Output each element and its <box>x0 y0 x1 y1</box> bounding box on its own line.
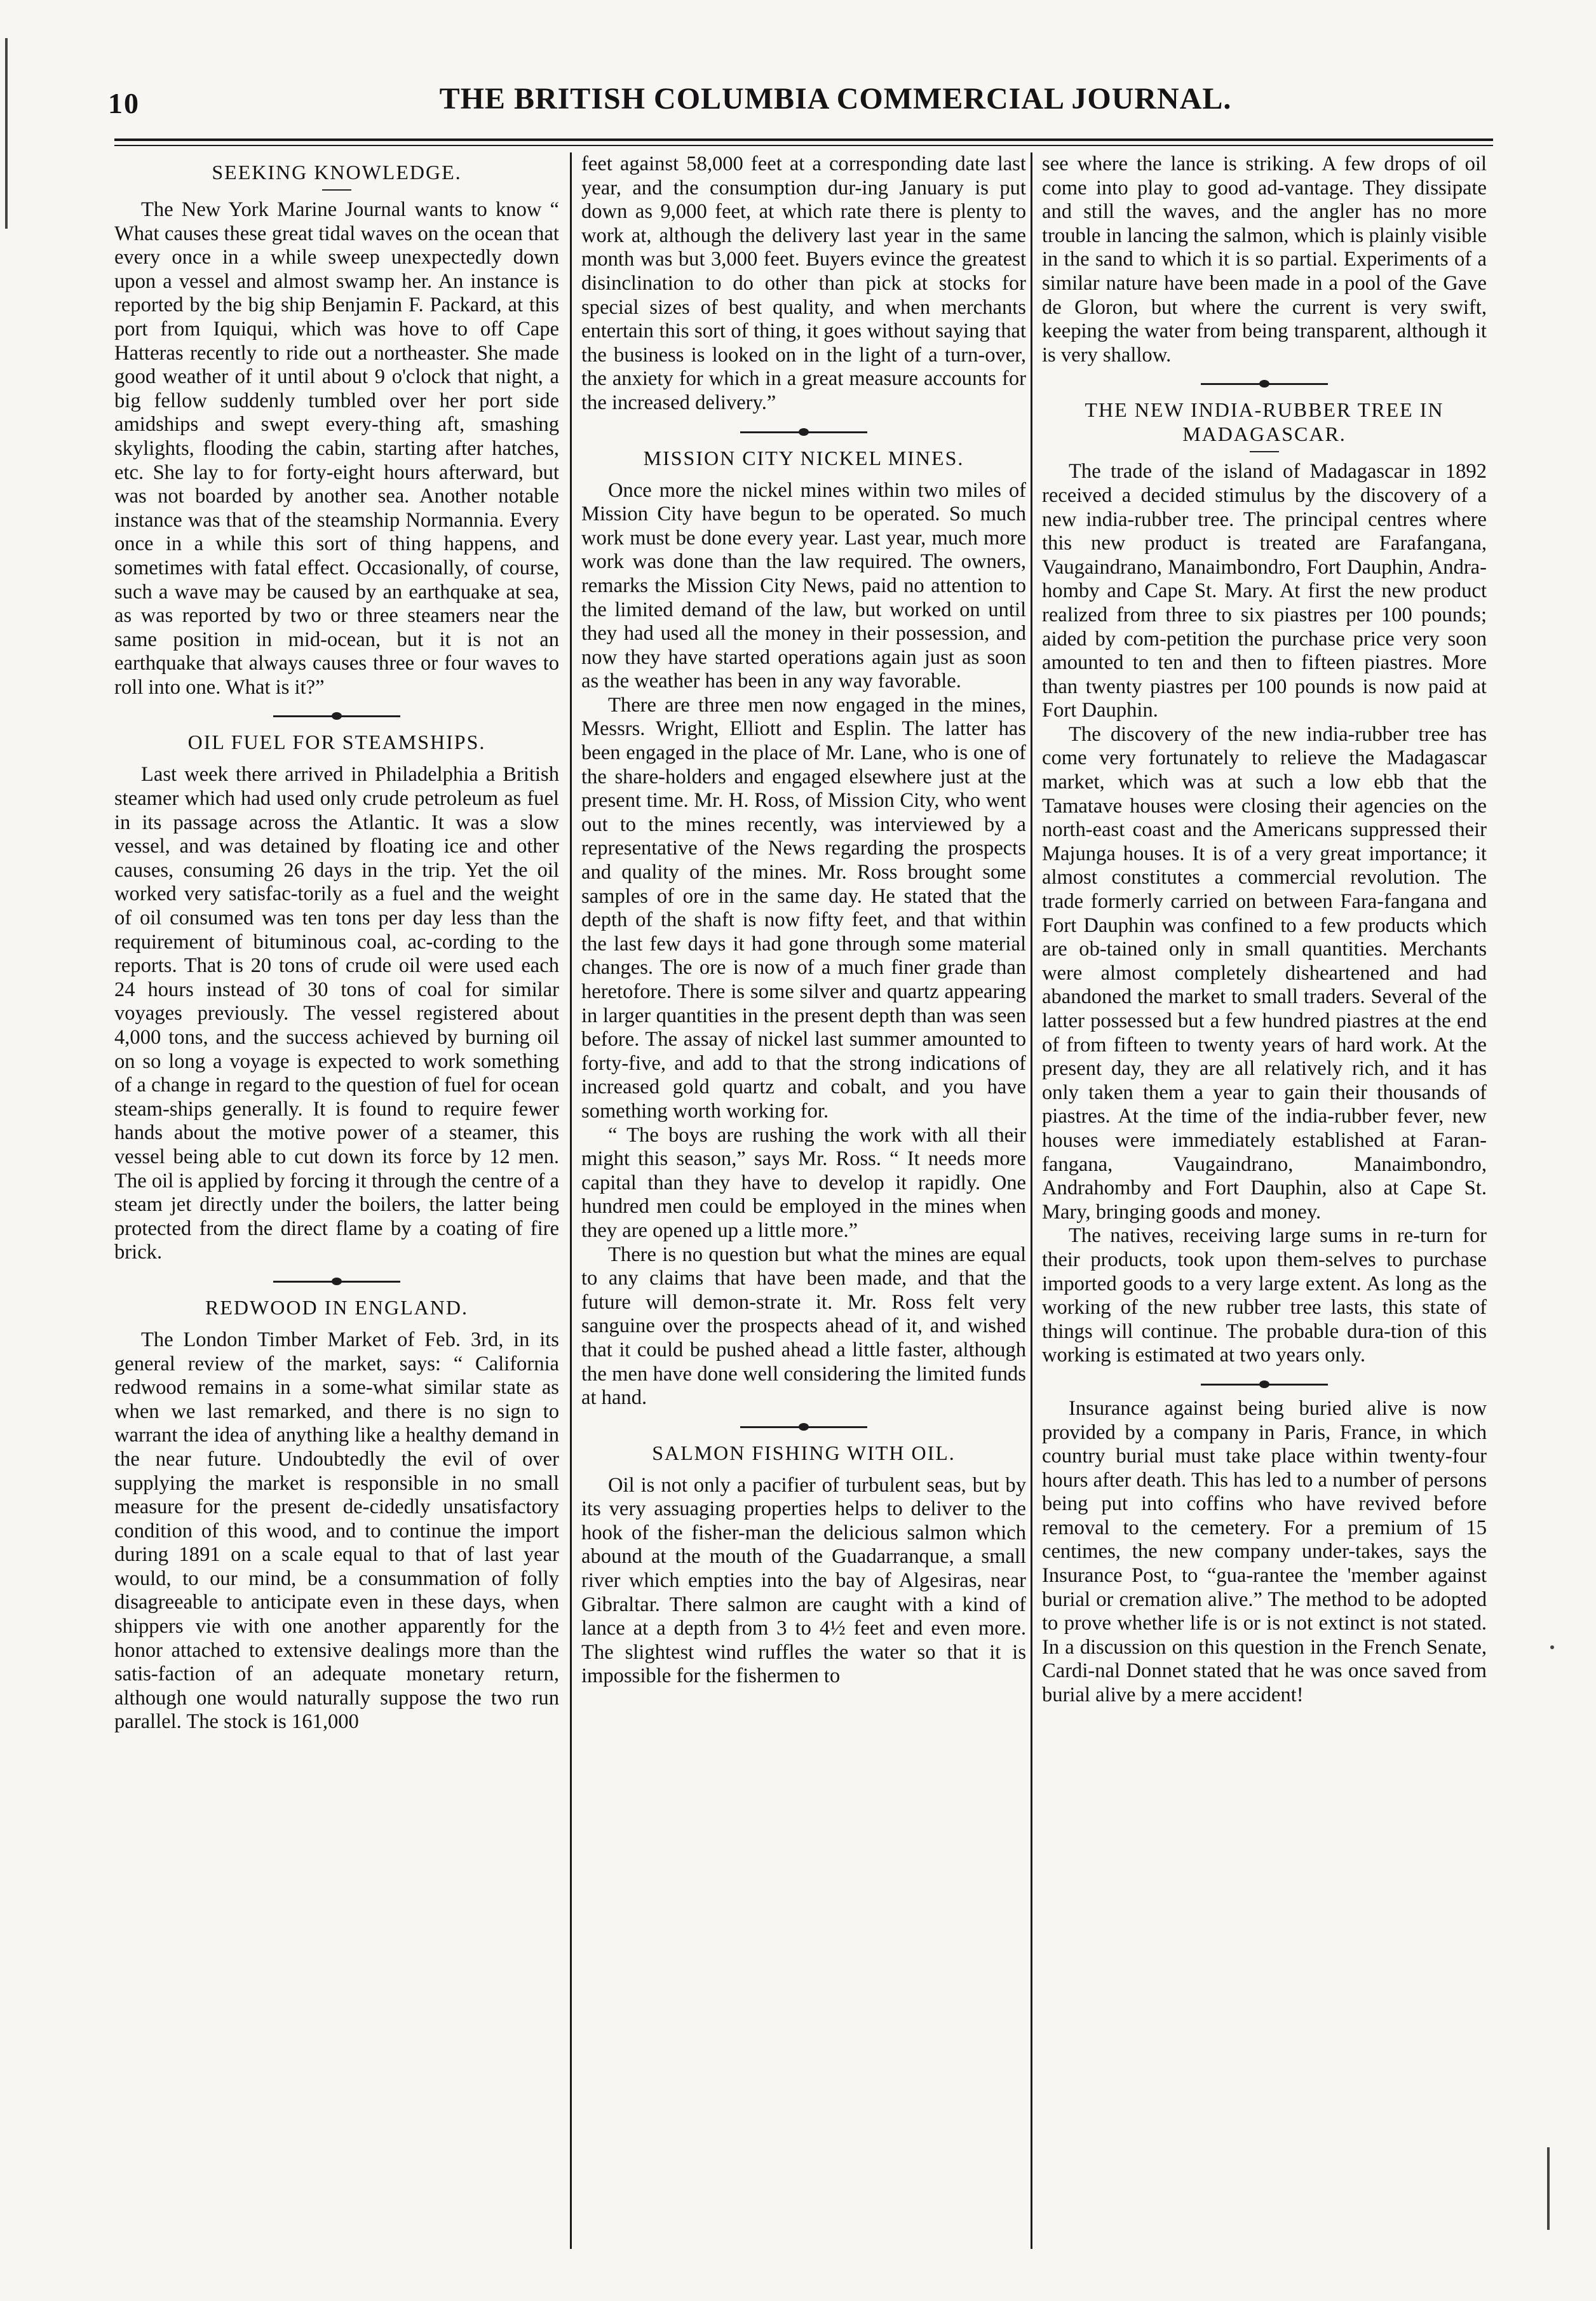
article-headline: REDWOOD IN ENGLAND. <box>205 1295 468 1319</box>
running-title: THE BRITISH COLUMBIA COMMERCIAL JOURNAL. <box>439 82 1232 116</box>
article-separator <box>1201 377 1328 390</box>
article-paragraph: There is no question but what the mines are equal to any claims that have been made, and that the future will demon-strate it. Mr. Ross felt very sanguine over the prospects ahead of it, and wished that it could be pushed ahead a little faster, although the men have done well considering the limited funds at hand. <box>581 1243 1026 1410</box>
headline-dash <box>1250 451 1279 452</box>
article-headline: OIL FUEL FOR STEAMSHIPS. <box>187 731 486 754</box>
article-paragraph: see where the lance is striking. A few drops of oil come into play to good ad-vantage. They dissipate and still the waves, and the angler has no more trouble in lancing the salmon, which is plainly visible in the sand to which it is so partial. Experiments of a similar nature have been made in a pool of the Gave de Gloron, but where the current is very swift, keeping the water from being transparent, although it is very shallow. <box>1042 152 1487 367</box>
article-separator <box>740 1420 867 1433</box>
header-rule-thin <box>114 145 1493 146</box>
article-headline: THE NEW INDIA-RUBBER TREE IN MADAGASCAR. <box>1085 398 1444 446</box>
article-paragraph: Once more the nickel mines within two miles of Mission City have begun to be operated. So much work must be done every year. Last year, much more work was done than the law required. The owners, remarks the Mission City News, paid no attention to the limited demand of the law, but worked on until they had used all the money in their possession, and now they have started operations again just as soon as the weather has been in any way favorable. <box>581 478 1026 693</box>
article-paragraph: There are three men now engaged in the mines, Messrs. Wright, Elliott and Esplin. The latter has been engaged in the place of Mr. Lane, who is one of the share-holders and engaged elsewhere just at the present time. Mr. H. Ross, of Mission City, who went out to the mines recently, was interviewed by a representative of the News regarding the prospects and quality of the mines. Mr. Ross brought some samples of ore in the same day. He stated that the depth of the shaft is now fifty feet, and that within the last few days it had gone through some material changes. The ore is now of a much finer grade than heretofore. There is some silver and quartz appearing in larger quantities in the present depth than was seen before. The assay of nickel last summer amounted to forty-five, and add to that the strong indications of increased gold quartz and cobalt, and you have something worth working for. <box>581 693 1026 1123</box>
article-paragraph: The trade of the island of Madagascar in 1892 received a decided stimulus by the discovery of a new india-rubber tree. The principal centres where this new product is treated are Farafangana, Vaugaindrano, Manaimbondro, Fort Dauphin, Andra-homby and Cape St. Mary. At first the new product realized from three to six piastres per 100 pounds; aided by com-petition the purchase price very soon amounted to ten and then to fifteen piastres. More than twenty piastres per 100 pounds is now paid at Fort Dauphin. <box>1042 460 1487 722</box>
article-paragraph: Last week there arrived in Philadelphia a British steamer which had used only crude petroleum as fuel in its passage across the Atlantic. It was a slow vessel, and was detained by floating ice and other causes, consuming 26 days in the trip. Yet the oil worked very satisfac-torily as a fuel and the weight of oil consumed was ten tons per day less than the requirement of bituminous coal, ac-cording to the reports. That is 20 tons of crude oil were used each 24 hours instead of 30 tons of coal for similar voyages previously. The vessel registered about 4,000 tons, and the success achieved by burning oil on so long a voyage is expected to work something of a change in regard to the question of fuel for ocean steam-ships generally. It is found to require fewer hands about the motive power of a steamer, this vessel being able to cut down its force by 12 men. The oil is applied by forcing it through the centre of a steam jet directly under the boilers, the latter being protected from the direct flame by a coating of fire brick. <box>114 763 559 1264</box>
article-paragraph: The natives, receiving large sums in re-turn for their products, took upon them-selves to purchase imported goods to a very large extent. As long as the working of the new rubber tree lasts, this state of things will continue. The probable dura-tion of this working is estimated at two years only. <box>1042 1224 1487 1367</box>
column-divider <box>570 152 572 2249</box>
article-headline: SEEKING KNOWLEDGE. <box>212 161 462 184</box>
article-paragraph: Insurance against being buried alive is now provided by a company in Paris, France, in which country burial must take place within twenty-four hours after death. This has led to a number of persons being put into coffins who have revived before removal to the cemetery. For a premium of 15 centimes, the new company under-takes, says the Insurance Post, to “gua-rantee the 'member against burial or cremation alive.” The method to be adopted to prove whether life is or is not extinct is not stated. In a discussion on this question in the French Senate, Cardi-nal Donnet stated that he was once saved from burial alive by a mere accident! <box>1042 1396 1487 1707</box>
article-headline: SALMON FISHING WITH OIL. <box>652 1441 956 1464</box>
column-divider <box>1031 152 1032 2249</box>
page-number: 10 <box>108 87 140 119</box>
article-separator <box>740 426 867 438</box>
article-paragraph: Oil is not only a pacifier of turbulent seas, but by its very assuaging properties helps to deliver to the hook of the fisher-man the delicious salmon which abound at the mouth of the Guadarranque, a small river which empties into the bay of Algesiras, near Gibraltar. There salmon are caught with a kind of lance at a depth from 3 to 4½ feet and even more. The slightest wind ruffles the water so that it is impossible for the fishermen to <box>581 1473 1026 1688</box>
header-rule <box>114 138 1493 141</box>
article-paragraph: The discovery of the new india-rubber tree has come very fortunately to relieve the Madagascar market, which was at such a low ebb that the Tamatave houses were closing their agencies on the north-east coast and the Americans suppressed their Majunga houses. It is of a very great importance; it almost constitutes a commercial revolution. The trade formerly carried on between Fara-fangana and Fort Dauphin was confined to a few products which are ob-tained only in small quantities. Merchants were almost completely disheartened and had abandoned the market to small traders. Several of the latter possessed but a few hundred piastres at the end of from fifteen to twenty years of hard work. At the present day, they are all relatively rich, and it has only taken them a year to gain their thousands of piastres. At the time of the india-rubber fever, new houses were immediately established at Faran-fangana, Vaugaindrano, Manaimbondro, Andrahomby and Fort Dauphin, also at Cape St. Mary, bringing goods and money. <box>1042 722 1487 1224</box>
article-headline: MISSION CITY NICKEL MINES. <box>643 446 964 469</box>
column-3 <box>1042 152 1487 1708</box>
article-separator <box>1201 1378 1328 1391</box>
column-2 <box>581 152 1026 1689</box>
scan-margin-dot <box>1550 1645 1554 1649</box>
article-paragraph: The London Timber Market of Feb. 3rd, in its general review of the market, says: “ California redwood remains in a some-what similar state as when we last remarked, and there is no sign to warrant the idea of anything like a healthy demand in the near future. Undoubtedly the evil of over supplying the market is responsible in no small measure for the present de-cidedly unsatisfactory condition of this wood, and to continue the import during 1891 on a scale equal to that of last year would, to our mind, be a consummation of folly disagreeable to anticipate even in these days, when shippers vie with one another apparently for the honor attached to extensive dealings more than the satis-faction of an adequate monetary return, although one would naturally suppose the two run parallel. The stock is 161,000 <box>114 1328 559 1734</box>
page-header <box>108 81 1506 132</box>
scan-margin-mark <box>1547 2147 1550 2230</box>
article-paragraph: “ The boys are rushing the work with all their might this season,” says Mr. Ross. “ It needs more capital than they have to develop it rapidly. One hundred men could be employed in the mines when they are opened up a little more.” <box>581 1123 1026 1242</box>
article-paragraph: feet against 58,000 feet at a corresponding date last year, and the consumption dur-ing January is put down as 9,000 feet, at which rate there is plenty to work at, although the delivery last year in the same month was but 3,000 feet. Buyers evince the greatest disinclination to do other than pick at stocks for special sizes of best quality, and when merchants entertain this sort of thing, it goes without saying that the business is looked on in the light of a turn-over, the anxiety for which in a great measure accounts for the increased delivery.” <box>581 152 1026 414</box>
headline-dash <box>322 189 351 191</box>
scan-margin-mark <box>5 38 8 229</box>
article-separator <box>273 710 400 722</box>
article-separator <box>273 1275 400 1288</box>
article-paragraph: The New York Marine Journal wants to know “ What causes these great tidal waves on the ocean that every once in a while sweep unexpectedly down upon a vessel and almost swamp her. An instance is reported by the big ship Benjamin F. Packard, at this port from Iquiqui, which was hove to off Cape Hatteras recently to ride out a northeaster. She made good weather of it until about 9 o'clock that night, a big fellow suddenly tumbled over her port side amidships and swept every-thing aft, smashing skylights, flooding the cabin, starting after hatches, etc. She lay to for forty-eight hours afterward, but was not boarded by another sea. Another notable instance was that of the steamship Normannia. Every once in a while this sort of thing happens, and sometimes with fatal effect. Occasionally, of course, such a wave may be caused by an earthquake at sea, as was reported by two or three steamers near the same position in mid-ocean, but it is not an earthquake that always causes three or four waves to roll into one. What is it?” <box>114 198 559 699</box>
column-1 <box>114 152 559 1734</box>
